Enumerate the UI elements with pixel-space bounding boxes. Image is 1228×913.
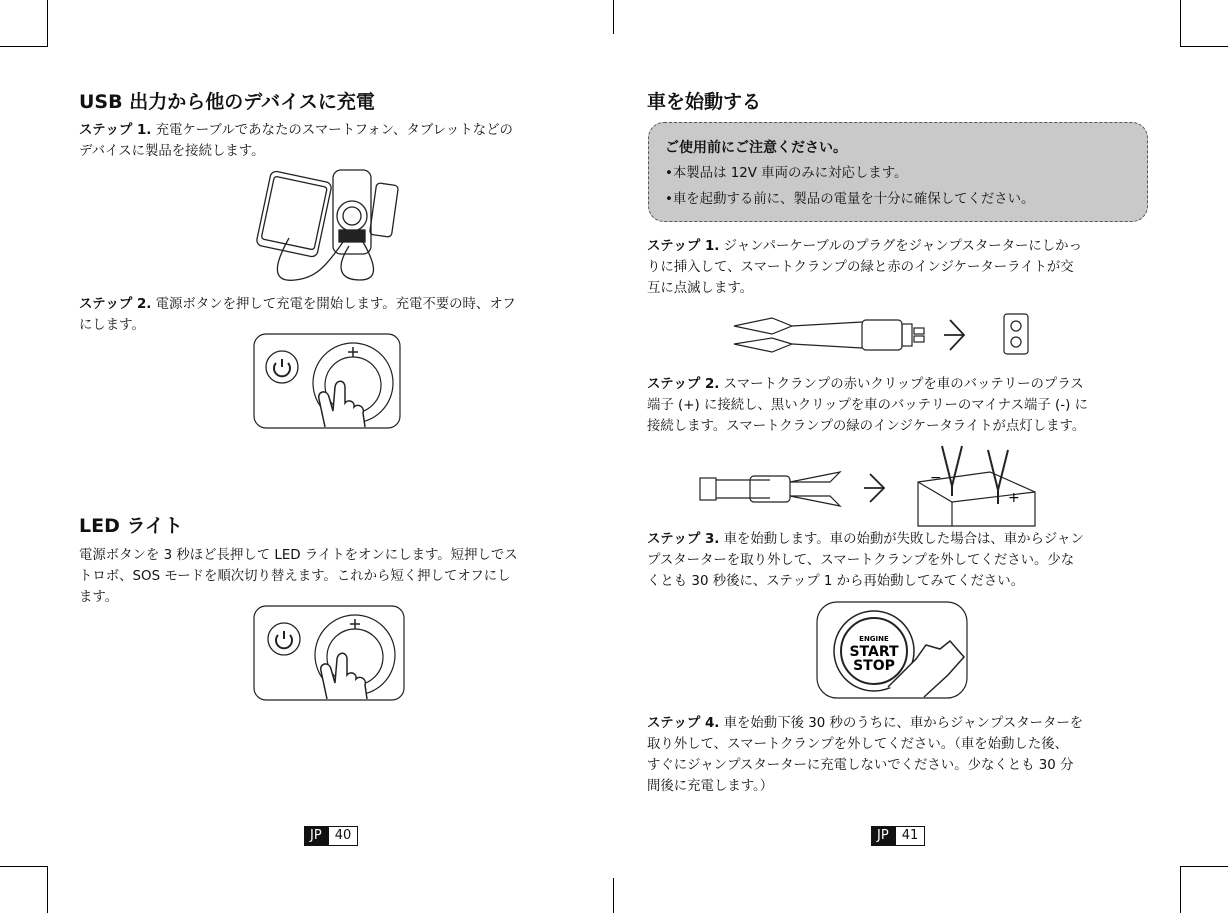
crop-mark [1180, 866, 1181, 913]
start-step3: ステップ 3. 車を始動します。車の始動が失敗した場合は、車からジャン プスターターを取り外して、スマートクランプを外してください。少な くとも 30 秒後に、ステップ 1 から再始動してみてください。 [647, 532, 1084, 589]
step-label: ステップ 1. [647, 239, 720, 254]
usb-charging-illustration [255, 168, 405, 290]
crop-mark [47, 0, 48, 46]
step-label: ステップ 1. [79, 123, 152, 138]
usb-step2: ステップ 2. 電源ボタンを押して充電を開始します。充電不要の時、オフ にします。 [79, 297, 516, 333]
start-step2: ステップ 2. スマートクランプの赤いクリップを車のバッテリーのプラス 端子 (+) に接続し、黒いクリップを車のバッテリーのマイナス端子 (-) に 接続します。スマートクランプの緑のインジケータライトが点灯します。 [647, 377, 1088, 434]
battery-plus-sign: + [1008, 490, 1020, 506]
page-number-right: JP 41 [871, 826, 925, 846]
led-button-illustration [253, 605, 405, 701]
crop-mark [0, 866, 48, 867]
notice-title: ご使用前にご注意ください。 [665, 140, 847, 156]
crop-mark [1180, 46, 1228, 47]
page-number-left: JP 40 [304, 826, 358, 846]
step-label: ステップ 4. [647, 716, 720, 731]
notice-item: •本製品は 12V 車両のみに対応します。 [665, 166, 908, 181]
clamp-icon [734, 318, 792, 352]
step-label: ステップ 2. [79, 297, 152, 312]
crop-mark [613, 0, 614, 34]
usb-port-icon [1004, 314, 1028, 354]
engine-start-illustration [816, 601, 970, 699]
usb-step1: ステップ 1. 充電ケーブルであなたのスマートフォン、タブレットなどの デバイスに製品を接続します。 [79, 123, 513, 159]
crop-mark [1180, 0, 1181, 46]
plus-icon [348, 347, 358, 357]
start-step1: ステップ 1. ジャンパーケーブルのプラグをジャンプスターターにしかっ りに挿入して、スマートクランプの緑と赤のインジケーターライトが交 互に点滅します。 [647, 239, 1082, 296]
crop-mark [0, 46, 48, 47]
start-label: START [849, 644, 899, 660]
cable-plug-illustration [732, 304, 1037, 364]
crop-mark [613, 878, 614, 913]
notice-item: •車を起動する前に、製品の電量を十分に確保してください。 [665, 192, 1035, 207]
power-button-illustration [253, 333, 401, 429]
stop-label: STOP [853, 658, 895, 674]
step-label: ステップ 3. [647, 532, 720, 547]
battery-clamp-illustration [690, 442, 1035, 526]
hand-pointer-icon [888, 641, 964, 697]
clamp-icon [790, 472, 840, 506]
crop-mark [1180, 866, 1228, 867]
engine-label: ENGINE [859, 635, 889, 643]
usb-heading: USB 出力から他のデバイスに充電 [79, 91, 375, 113]
notice-box [648, 122, 1148, 222]
crop-mark [47, 866, 48, 913]
led-text: 電源ボタンを 3 秒ほど長押して LED ライトをオンにします。短押しでス トロボ、SOS モードを順次切り替えます。これから短く押してオフにし ます。 [79, 548, 518, 605]
start-car-heading: 車を始動する [647, 91, 762, 113]
step-label: ステップ 2. [647, 377, 720, 392]
led-heading: LED ライト [79, 515, 183, 537]
start-step4: ステップ 4. 車を始動下後 30 秒のうちに、車からジャンプスターターを 取り外して、スマートクランプを外してください。（車を始動した後、 すぐにジャンプスターターに充電しないでください。少なくとも 30 分 間後に充電します。） [647, 716, 1084, 794]
battery-minus-sign: − [930, 470, 942, 486]
plus-icon [350, 619, 360, 629]
